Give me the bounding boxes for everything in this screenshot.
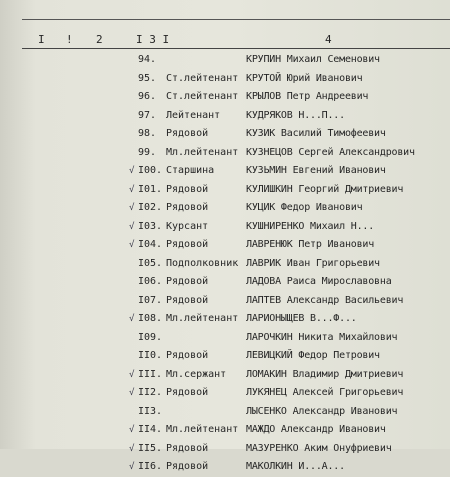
row-number: II4. [138, 424, 163, 435]
row-number: I04. [138, 239, 163, 250]
row-name: КУШНИРЕНКО Михаил Н... [246, 220, 375, 232]
row-number: II3. [138, 405, 163, 417]
table-header [0, 33, 450, 47]
row-name: ЛАРОЧКИН Никита Михайлович [246, 331, 398, 343]
table-row [0, 218, 450, 237]
table-row [0, 310, 450, 329]
row-rank: Ст.лейтенант [166, 91, 239, 102]
table-row [0, 421, 450, 440]
check-mark: √ [129, 388, 135, 398]
row-name: КУЗНЕЦОВ Сергей Александрович [246, 146, 415, 158]
header-col-4: 4 [325, 33, 332, 46]
table-row [0, 366, 450, 385]
row-number: 97. [138, 109, 157, 121]
check-mark: √ [129, 314, 135, 324]
table-row [0, 440, 450, 459]
check-mark: √ [129, 425, 135, 435]
row-name: ЛЕВИЦКИЙ Федор Петрович [246, 350, 380, 361]
check-mark: √ [129, 443, 135, 454]
row-number: II2. [138, 387, 163, 398]
row-name: МАЖДО Александр Иванович [246, 424, 386, 435]
row-name: КУДРЯКОВ Н...П... [246, 109, 345, 121]
row-name: ЛАВРИК Иван Григорьевич [246, 257, 380, 269]
row-rank: Рядовой [166, 350, 209, 361]
row-name: КУЗИК Василий Тимофеевич [246, 128, 386, 139]
row-rank: Лейтенант [166, 109, 221, 121]
table-body [0, 51, 450, 477]
row-name: МАКОЛКИН И...А... [246, 461, 345, 472]
table-row [0, 144, 450, 163]
row-name: ЛУКЯНЕЦ Алексей Григорьевич [246, 387, 404, 398]
row-number: I05. [138, 257, 163, 269]
row-rank: Рядовой [166, 442, 209, 454]
row-number: II6. [138, 461, 163, 472]
table-row [0, 199, 450, 218]
row-name: КУЛИШКИН Георгий Дмитриевич [246, 183, 404, 195]
table-row [0, 458, 450, 477]
row-name: КРЫЛОВ Петр Андреевич [246, 91, 369, 102]
row-name: ЛАДОВА Раиса Мирославовна [246, 276, 392, 287]
table-row [0, 51, 450, 70]
check-mark: √ [129, 203, 135, 213]
row-name: ЛАРИОНЫЩЕВ В...Ф... [246, 313, 357, 324]
check-mark: √ [129, 369, 135, 380]
table-row [0, 236, 450, 255]
table-row [0, 70, 450, 89]
row-rank: Рядовой [166, 294, 209, 306]
row-number: III. [138, 368, 163, 380]
row-number: I09. [138, 331, 163, 343]
row-rank: Рядовой [166, 461, 209, 472]
check-mark: √ [129, 166, 135, 176]
row-rank: Курсант [166, 220, 209, 232]
row-name: ЛОМАКИН Владимир Дмитриевич [246, 368, 404, 380]
table-row [0, 88, 450, 107]
row-name: КРУПИН Михаил Семенович [246, 54, 380, 65]
row-name: КУЦИК Федор Иванович [246, 202, 363, 213]
check-mark: √ [129, 184, 135, 195]
row-number: II0. [138, 350, 163, 361]
row-rank: Рядовой [166, 387, 209, 398]
row-rank: Старшина [166, 165, 215, 176]
row-name: МАЗУРЕНКО Аким Онуфриевич [246, 442, 392, 454]
check-mark: √ [129, 240, 135, 250]
row-rank: Мл.лейтенант [166, 146, 239, 158]
top-rule [22, 19, 450, 20]
row-number: 94. [138, 54, 157, 65]
row-name: ЛЫСЕНКО Александр Иванович [246, 405, 398, 417]
header-col-3: I 3 I [136, 33, 170, 46]
row-rank: Мл.лейтенант [166, 424, 239, 435]
header-separator: ! [66, 33, 73, 46]
row-number: I06. [138, 276, 163, 287]
row-number: I03. [138, 220, 163, 232]
row-rank: Подполковник [166, 257, 239, 269]
table-row [0, 384, 450, 403]
row-rank: Ст.лейтенант [166, 72, 239, 84]
row-number: 99. [138, 146, 157, 158]
row-rank: Рядовой [166, 202, 209, 213]
row-rank: Рядовой [166, 128, 209, 139]
table-row [0, 107, 450, 126]
row-number: 96. [138, 91, 157, 102]
row-number: I01. [138, 183, 163, 195]
row-rank: Рядовой [166, 239, 209, 250]
table-row [0, 162, 450, 181]
check-mark: √ [129, 221, 135, 232]
check-mark: √ [129, 462, 135, 472]
table-row [0, 292, 450, 311]
row-number: I07. [138, 294, 163, 306]
row-number: I02. [138, 202, 163, 213]
row-number: 95. [138, 72, 157, 84]
row-number: 98. [138, 128, 157, 139]
row-number: II5. [138, 442, 163, 454]
row-rank: Мл.сержант [166, 368, 227, 380]
row-name: ЛАВРЕНЮК Петр Иванович [246, 239, 375, 250]
table-row [0, 255, 450, 274]
table-row [0, 347, 450, 366]
header-col-1: I [38, 33, 45, 46]
header-rule [22, 48, 450, 49]
row-number: I00. [138, 165, 163, 176]
header-col-2: 2 [96, 33, 103, 46]
table-row [0, 329, 450, 348]
table-row [0, 403, 450, 422]
row-name: КРУТОЙ Юрий Иванович [246, 72, 363, 84]
table-row [0, 273, 450, 292]
row-name: ЛАПТЕВ Александр Васильевич [246, 294, 404, 306]
row-rank: Мл.лейтенант [166, 313, 239, 324]
row-number: I08. [138, 313, 163, 324]
table-row [0, 125, 450, 144]
row-rank: Рядовой [166, 276, 209, 287]
row-rank: Рядовой [166, 183, 209, 195]
row-name: КУЗЬМИН Евгений Иванович [246, 165, 386, 176]
table-row [0, 181, 450, 200]
